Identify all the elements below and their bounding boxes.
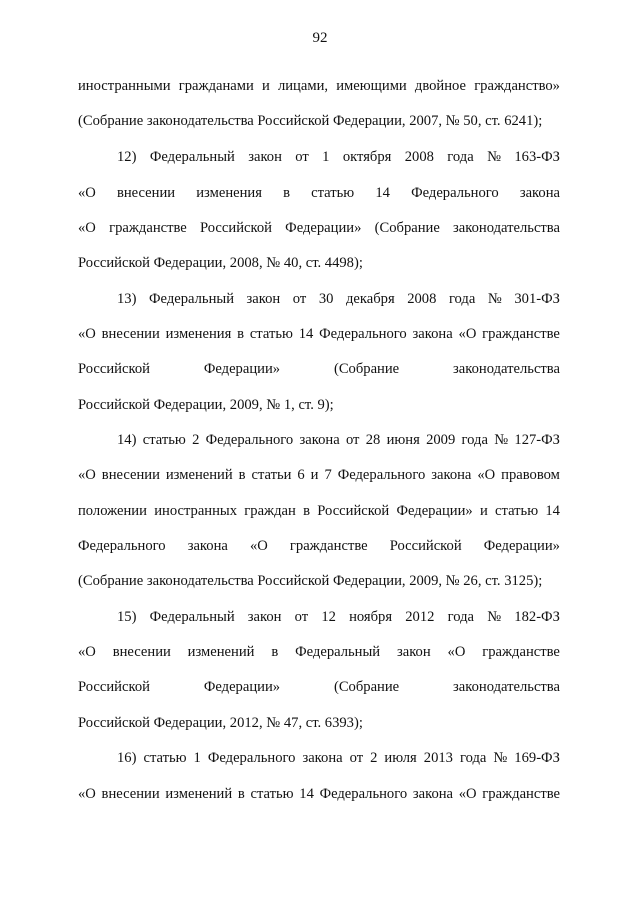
word: закона <box>187 538 228 554</box>
text-line <box>78 785 560 803</box>
word: имеющими <box>336 78 407 94</box>
word: «О <box>78 467 96 483</box>
word: статью <box>495 503 539 519</box>
word: закона <box>302 750 343 766</box>
word: 2008 <box>404 149 434 165</box>
word: года <box>448 291 476 307</box>
word: в <box>271 644 279 660</box>
word: 2 <box>192 432 200 448</box>
word: Федерального <box>319 326 407 342</box>
word: законодательства <box>453 679 560 695</box>
word: статьи <box>251 467 292 483</box>
word: 2008 <box>407 291 437 307</box>
word: 30 <box>318 291 334 307</box>
word: 7 <box>324 467 332 483</box>
word: иностранных <box>154 503 238 519</box>
word: № <box>494 432 509 448</box>
word: года <box>447 149 474 165</box>
text-line: Российской Федерации, 2012, № 47, ст. 6393); <box>78 715 363 731</box>
word: от <box>345 432 360 448</box>
word: «О <box>78 220 96 236</box>
word: в <box>283 185 290 201</box>
word: правовом <box>501 467 560 483</box>
word: 1 <box>193 750 201 766</box>
text-line: Российской Федерации, 2009, № 1, ст. 9); <box>78 397 334 413</box>
word: 2013 <box>423 750 453 766</box>
word: статью <box>250 786 294 802</box>
word: ноября <box>349 609 393 625</box>
text-line <box>117 608 560 626</box>
word: статью <box>142 432 186 448</box>
word: граждан <box>244 503 296 519</box>
text-line <box>78 537 560 555</box>
word: 6 <box>297 467 305 483</box>
word: закона <box>412 326 453 342</box>
word: Федерального <box>205 432 294 448</box>
word: иностранными <box>78 78 171 94</box>
word: внесении <box>116 185 176 201</box>
text-line <box>117 431 560 449</box>
word: в <box>237 786 245 802</box>
word: № <box>487 149 501 165</box>
word: Федерации» <box>285 220 362 236</box>
word: июля <box>384 750 417 766</box>
word: Федеральный <box>295 644 381 660</box>
word: и <box>479 503 488 519</box>
word: 14) <box>117 432 137 448</box>
word: № <box>493 750 508 766</box>
word: 28 <box>365 432 381 448</box>
word: в <box>237 326 244 342</box>
word: законодательства <box>453 220 560 236</box>
page-number: 92 <box>312 30 328 46</box>
word: 12 <box>321 609 336 625</box>
word: 14 <box>545 503 560 519</box>
word: закона <box>299 432 340 448</box>
word: № <box>487 609 502 625</box>
text-line <box>78 678 560 696</box>
word: «О <box>78 185 96 201</box>
word: от <box>295 149 309 165</box>
word: изменений <box>187 644 255 660</box>
word: двойное <box>414 78 467 94</box>
text-line <box>78 325 560 343</box>
word: закона <box>519 185 560 201</box>
word: статью <box>143 750 187 766</box>
word: 2012 <box>405 609 435 625</box>
word: Федерального <box>411 185 499 201</box>
word: лицами, <box>277 78 329 94</box>
text-line <box>78 502 560 520</box>
text-line: (Собрание законодательства Российской Федерации, 2009, № 26, ст. 3125); <box>78 573 543 589</box>
word: Российской <box>389 538 462 554</box>
word: от <box>292 291 307 307</box>
word: в <box>238 467 246 483</box>
word: и <box>261 78 270 94</box>
word: года <box>459 750 487 766</box>
word: законодательства <box>453 361 560 377</box>
word: Федерального <box>207 750 296 766</box>
word: от <box>294 609 309 625</box>
word: статью <box>249 326 293 342</box>
word: Федерального <box>337 467 426 483</box>
word: изменений <box>165 467 233 483</box>
word: 14 <box>298 326 314 342</box>
word: от <box>349 750 364 766</box>
word: Российской <box>78 679 150 695</box>
word: изменения <box>165 326 232 342</box>
word: закон <box>246 291 281 307</box>
word: 16) <box>117 750 137 766</box>
word: «О <box>458 326 477 342</box>
text-line <box>117 749 560 767</box>
word: 14 <box>299 786 314 802</box>
text-line: Российской Федерации, 2008, № 40, ст. 4498); <box>78 255 363 271</box>
text-line <box>78 184 560 202</box>
word: года <box>447 609 475 625</box>
word: Федерального <box>78 538 166 554</box>
word: июня <box>386 432 420 448</box>
word: гражданстве <box>482 786 560 802</box>
word: 14 <box>375 185 390 201</box>
word: гражданами <box>178 78 254 94</box>
word: «О <box>477 467 496 483</box>
text-line <box>78 466 560 484</box>
text-line <box>117 148 560 166</box>
word: гражданство» <box>474 78 560 94</box>
word: Федеральный <box>149 609 235 625</box>
word: внесении <box>101 326 160 342</box>
word: гражданстве <box>482 326 560 342</box>
word: закона <box>431 467 472 483</box>
word: «О <box>78 326 96 342</box>
word: (Собрание <box>333 679 400 695</box>
word: 12) <box>117 149 137 165</box>
word: закон <box>247 609 282 625</box>
word: «О <box>249 538 268 554</box>
text-line <box>78 219 560 237</box>
word: № <box>487 291 502 307</box>
text-line <box>78 360 560 378</box>
word: Федерации» <box>483 538 560 554</box>
word: изменения <box>196 185 262 201</box>
word: Федеральный <box>149 291 234 307</box>
word: 1 <box>322 149 330 165</box>
word: 163-ФЗ <box>514 149 560 165</box>
word: 182-ФЗ <box>514 609 560 625</box>
text-line: (Собрание законодательства Российской Федерации, 2007, № 50, ст. 6241); <box>78 113 543 129</box>
word: (Собрание <box>374 220 440 236</box>
word: Федеральный <box>149 149 235 165</box>
word: 301-ФЗ <box>514 291 560 307</box>
text-line <box>78 77 560 95</box>
word: Федерации» <box>203 679 281 695</box>
text-line <box>117 290 560 308</box>
word: внесении <box>112 644 171 660</box>
word: 15) <box>117 609 137 625</box>
word: закон <box>248 149 282 165</box>
word: в <box>303 503 311 519</box>
word: «О <box>458 786 477 802</box>
word: 13) <box>117 291 137 307</box>
word: Российской <box>317 503 390 519</box>
word: и <box>310 467 319 483</box>
word: «О <box>447 644 466 660</box>
word: 127-ФЗ <box>514 432 560 448</box>
word: 2009 <box>426 432 456 448</box>
word: «О <box>78 644 96 660</box>
word: изменений <box>165 786 233 802</box>
word: Российской <box>200 220 272 236</box>
word: закон <box>396 644 431 660</box>
word: Федерального <box>319 786 408 802</box>
word: статью <box>311 185 355 201</box>
word: Федерации» <box>203 361 281 377</box>
word: внесении <box>101 786 160 802</box>
word: Федерации» <box>396 503 473 519</box>
word: гражданстве <box>289 538 368 554</box>
text-line <box>78 643 560 661</box>
word: гражданстве <box>482 644 560 660</box>
word: октября <box>342 149 392 165</box>
word: декабря <box>345 291 395 307</box>
word: (Собрание <box>333 361 400 377</box>
word: года <box>461 432 488 448</box>
word: Российской <box>78 361 150 377</box>
word: 2 <box>370 750 378 766</box>
word: положении <box>78 503 147 519</box>
word: внесении <box>101 467 160 483</box>
word: 169-ФЗ <box>514 750 560 766</box>
word: гражданстве <box>109 220 187 236</box>
word: «О <box>78 786 96 802</box>
word: закона <box>412 786 454 802</box>
